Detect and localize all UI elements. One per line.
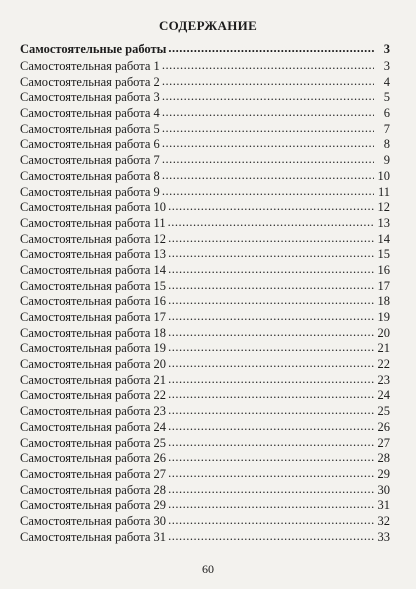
toc-entry bbox=[20, 467, 390, 483]
toc-leader-dots bbox=[162, 136, 374, 152]
toc-entry bbox=[20, 122, 390, 138]
toc-entry-label: Самостоятельная работа 3 bbox=[20, 90, 160, 105]
toc-entry-label: Самостоятельные работы bbox=[20, 42, 167, 56]
toc-entry-page: 21 bbox=[377, 341, 390, 356]
toc-entry-label: Самостоятельная работа 13 bbox=[20, 247, 167, 262]
toc-entry-page: 6 bbox=[383, 106, 390, 121]
toc-leader-dots bbox=[168, 466, 374, 482]
toc-entry bbox=[20, 326, 390, 342]
toc-leader-dots bbox=[162, 184, 374, 200]
toc-entry bbox=[20, 75, 390, 91]
toc-entry bbox=[20, 498, 390, 514]
toc-entry bbox=[20, 483, 390, 499]
toc-entry-label: Самостоятельная работа 15 bbox=[20, 278, 167, 293]
toc-entry bbox=[20, 90, 390, 106]
toc-entry bbox=[20, 216, 390, 232]
toc-entry-label: Самостоятельная работа 26 bbox=[20, 451, 167, 466]
toc-entry-label: Самостоятельная работа 5 bbox=[20, 121, 160, 136]
toc-leader-dots bbox=[168, 199, 374, 215]
toc-entry bbox=[20, 279, 390, 295]
toc-leader-dots bbox=[168, 215, 374, 231]
toc-leader-dots bbox=[168, 482, 374, 498]
toc-entry-page: 16 bbox=[377, 262, 390, 277]
toc-entry-label: Самостоятельная работа 22 bbox=[20, 388, 167, 403]
toc-leader-dots bbox=[168, 513, 374, 529]
toc-entry-label: Самостоятельная работа 14 bbox=[20, 262, 167, 277]
toc-leader-dots bbox=[168, 231, 374, 247]
toc-leader-dots bbox=[162, 74, 374, 90]
toc-leader-dots bbox=[168, 403, 374, 419]
toc-entry-page: 25 bbox=[377, 404, 390, 419]
toc-entry-label: Самостоятельная работа 23 bbox=[20, 404, 167, 419]
toc-entry-page: 11 bbox=[377, 184, 390, 199]
toc-entry-page: 3 bbox=[383, 59, 390, 73]
toc-entry bbox=[20, 153, 390, 169]
toc-section-heading bbox=[20, 40, 390, 58]
toc-entry bbox=[20, 200, 390, 216]
toc-leader-dots bbox=[168, 262, 374, 278]
toc-entry bbox=[20, 451, 390, 467]
toc-entry-label: Самостоятельная работа 20 bbox=[20, 357, 167, 372]
toc-leader-dots bbox=[168, 325, 374, 341]
toc-entry-page: 20 bbox=[377, 325, 390, 340]
toc-leader-dots bbox=[168, 387, 374, 403]
toc-entry bbox=[20, 294, 390, 310]
toc-leader-dots bbox=[168, 246, 374, 262]
toc-entry-label: Самостоятельная работа 16 bbox=[20, 294, 167, 309]
toc-leader-dots bbox=[168, 356, 374, 372]
toc-entry-page: 15 bbox=[377, 247, 390, 262]
toc-entry-label: Самостоятельная работа 30 bbox=[20, 513, 167, 528]
toc-entry-label: Самостоятельная работа 21 bbox=[20, 372, 167, 387]
toc-entry-label: Самостоятельная работа 17 bbox=[20, 310, 167, 324]
toc-entry-label: Самостоятельная работа 24 bbox=[20, 419, 167, 434]
toc-entry-label: Самостоятельная работа 4 bbox=[20, 106, 160, 121]
toc-entry-page: 26 bbox=[377, 419, 390, 434]
toc-entry bbox=[20, 436, 390, 452]
toc-entry-label: Самостоятельная работа 6 bbox=[20, 137, 160, 152]
toc-entry-label: Самостоятельная работа 19 bbox=[20, 341, 167, 356]
toc-entry-label: Самостоятельная работа 31 bbox=[20, 529, 167, 544]
toc-entry-page: 31 bbox=[377, 498, 390, 513]
toc-entry-page: 22 bbox=[377, 357, 390, 372]
toc-entry-page: 13 bbox=[377, 215, 390, 230]
toc-entry-label: Самостоятельная работа 11 bbox=[20, 215, 166, 230]
toc-leader-dots bbox=[168, 419, 374, 435]
toc-entry bbox=[20, 169, 390, 185]
page-number: 60 bbox=[202, 562, 214, 576]
toc-entry bbox=[20, 106, 390, 122]
toc-entry bbox=[20, 530, 390, 546]
toc-entry-page: 29 bbox=[377, 466, 390, 481]
table-of-contents bbox=[20, 40, 390, 545]
toc-entry-label: Самостоятельная работа 27 bbox=[20, 466, 167, 481]
toc-entry bbox=[20, 404, 390, 420]
toc-entry bbox=[20, 185, 390, 201]
toc-entry-page: 12 bbox=[377, 200, 390, 215]
toc-entry-page: 8 bbox=[383, 137, 390, 152]
toc-entry-label: Самостоятельная работа 10 bbox=[20, 200, 167, 215]
toc-entry-label: Самостоятельная работа 12 bbox=[20, 231, 167, 246]
toc-entry-page: 30 bbox=[377, 482, 390, 497]
toc-entry bbox=[20, 59, 390, 75]
toc-leader-dots bbox=[168, 529, 374, 545]
toc-leader-dots bbox=[162, 121, 374, 137]
toc-entry-page: 17 bbox=[377, 278, 390, 293]
toc-leader-dots bbox=[168, 293, 374, 309]
toc-entry-page: 27 bbox=[377, 435, 390, 450]
toc-leader-dots bbox=[168, 309, 374, 325]
toc-entry bbox=[20, 310, 390, 326]
toc-entry-label: Самостоятельная работа 1 bbox=[20, 59, 160, 73]
toc-leader-dots bbox=[168, 497, 374, 513]
toc-entry-label: Самостоятельная работа 29 bbox=[20, 498, 167, 513]
toc-leader-dots bbox=[162, 58, 374, 74]
toc-entry bbox=[20, 232, 390, 248]
toc-entry-label: Самостоятельная работа 8 bbox=[20, 168, 160, 183]
toc-entry-page: 14 bbox=[377, 231, 390, 246]
toc-entry bbox=[20, 388, 390, 404]
toc-leader-dots bbox=[168, 278, 374, 294]
toc-leader-dots bbox=[162, 105, 374, 121]
page-title: СОДЕРЖАНИЕ bbox=[158, 18, 258, 33]
toc-leader-dots bbox=[168, 39, 374, 57]
toc-entry bbox=[20, 357, 390, 373]
toc-entry-label: Самостоятельная работа 25 bbox=[20, 435, 167, 450]
toc-leader-dots bbox=[168, 340, 374, 356]
toc-leader-dots bbox=[168, 450, 374, 466]
toc-entry bbox=[20, 341, 390, 357]
toc-leader-dots bbox=[162, 152, 374, 168]
toc-leader-dots bbox=[162, 168, 374, 184]
toc-entry-label: Самостоятельная работа 9 bbox=[20, 184, 160, 199]
toc-entry-page: 32 bbox=[377, 513, 390, 528]
toc-entry bbox=[20, 514, 390, 530]
toc-entry bbox=[20, 420, 390, 436]
toc-entry-page: 5 bbox=[383, 90, 390, 105]
toc-entry-page: 18 bbox=[377, 294, 390, 309]
toc-entry-page: 10 bbox=[377, 168, 390, 183]
toc-entry bbox=[20, 263, 390, 279]
toc-entry bbox=[20, 137, 390, 153]
toc-entry-page: 19 bbox=[377, 310, 390, 324]
toc-leader-dots bbox=[168, 372, 374, 388]
toc-entry-label: Самостоятельная работа 28 bbox=[20, 482, 167, 497]
toc-entry-page: 23 bbox=[377, 372, 390, 387]
toc-entry-page: 28 bbox=[377, 451, 390, 466]
toc-entry-label: Самостоятельная работа 18 bbox=[20, 325, 167, 340]
toc-entry-label: Самостоятельная работа 7 bbox=[20, 153, 160, 168]
toc-entry bbox=[20, 247, 390, 263]
toc-entry-page: 4 bbox=[383, 74, 390, 89]
toc-entry-page: 7 bbox=[383, 121, 390, 136]
toc-entry-page: 3 bbox=[383, 42, 390, 56]
toc-entry bbox=[20, 373, 390, 389]
toc-entry-label: Самостоятельная работа 2 bbox=[20, 74, 160, 89]
toc-leader-dots bbox=[168, 435, 374, 451]
toc-entry-page: 24 bbox=[377, 388, 390, 403]
toc-entry-page: 33 bbox=[377, 529, 390, 544]
toc-leader-dots bbox=[162, 89, 374, 105]
toc-entry-page: 9 bbox=[383, 153, 390, 168]
